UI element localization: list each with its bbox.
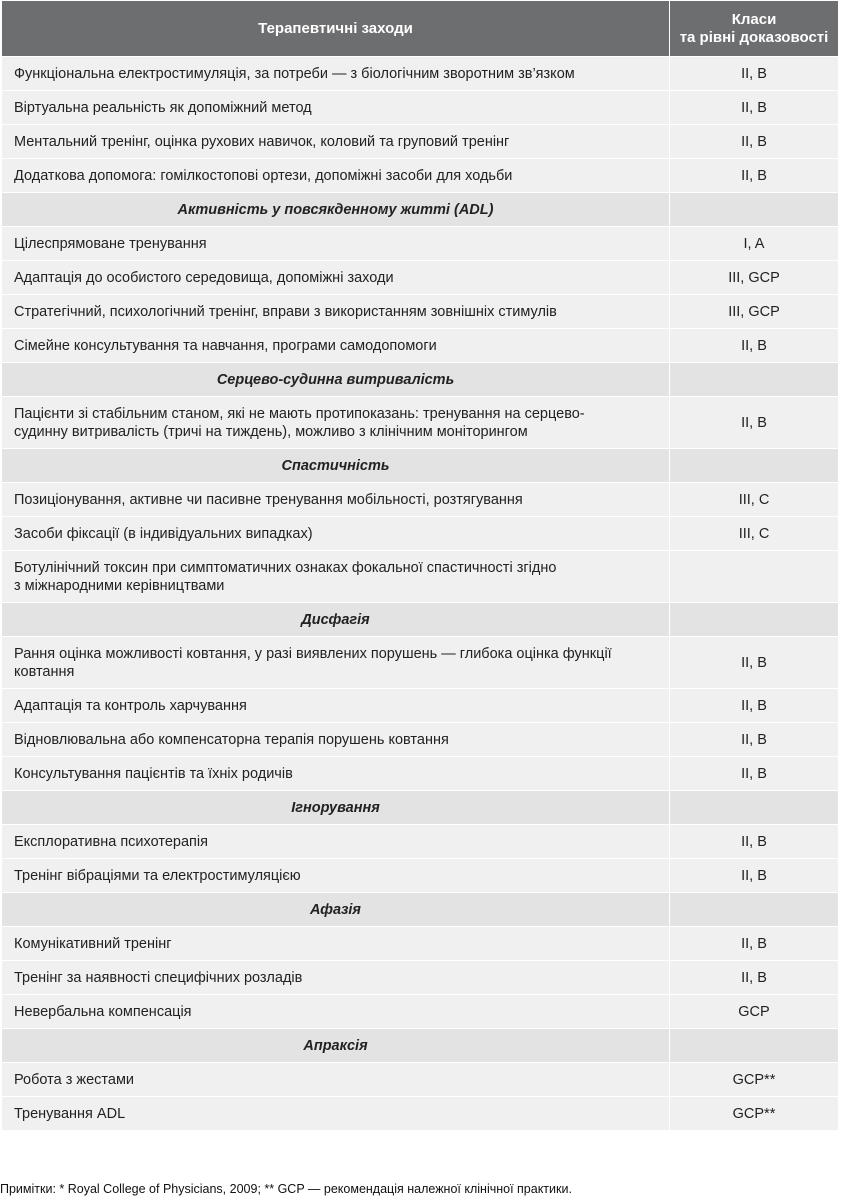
- grade-cell: GCP**: [670, 1097, 839, 1131]
- header-evidence-line2: та рівні доказовості: [679, 28, 829, 46]
- grade-cell-empty: [670, 1029, 839, 1063]
- table-row: [2, 961, 839, 995]
- grade-cell: III, C: [670, 517, 839, 551]
- measure-cell: Функціональна електростимуляція, за потреби — з біологічним зворотним зв’язком: [2, 57, 670, 91]
- header-evidence: [670, 1, 839, 57]
- section-row-adl: [2, 193, 839, 227]
- measure-cell: Стратегічний, психологічний тренінг, вправи з використанням зовнішніх стимулів: [2, 295, 670, 329]
- measure-line: Рання оцінка можливості ковтання, у разі виявлених порушень — глибока оцінка функції: [14, 645, 612, 662]
- table-row: [2, 57, 839, 91]
- section-title: Апраксія: [2, 1029, 670, 1063]
- table-row: [2, 483, 839, 517]
- measure-cell: Консультування пацієнтів та їхніх родичів: [2, 757, 670, 791]
- measure-cell: Засоби фіксації (в індивідуальних випадках): [2, 517, 670, 551]
- table-header-row: [2, 1, 839, 57]
- grade-cell: II, B: [670, 757, 839, 791]
- table-row: [2, 1063, 839, 1097]
- grade-cell-empty: [670, 193, 839, 227]
- measure-cell: Адаптація та контроль харчування: [2, 689, 670, 723]
- grade-cell: II, B: [670, 125, 839, 159]
- grade-cell: III, C: [670, 483, 839, 517]
- measure-cell: Невербальна компенсація: [2, 995, 670, 1029]
- measure-cell: Тренінг за наявності специфічних розладів: [2, 961, 670, 995]
- grade-cell-empty: [670, 791, 839, 825]
- measure-cell: Віртуальна реальність як допоміжний метод: [2, 91, 670, 125]
- grade-cell: II, B: [670, 961, 839, 995]
- grade-cell-empty: [670, 603, 839, 637]
- measure-cell: Цілеспрямоване тренування: [2, 227, 670, 261]
- section-title: Спастичність: [2, 449, 670, 483]
- section-title: Дисфагія: [2, 603, 670, 637]
- grade-cell-empty: [670, 449, 839, 483]
- grade-cell: III, GCP: [670, 295, 839, 329]
- footnote: Примітки: * Royal College of Physicians, 2009; ** GCP — рекомендація належної клінічної практики.: [0, 1182, 572, 1196]
- measure-cell: Експлоративна психотерапія: [2, 825, 670, 859]
- measure-cell: Відновлювальна або компенсаторна терапія порушень ковтання: [2, 723, 670, 757]
- measure-cell: Тренування ADL: [2, 1097, 670, 1131]
- table-row: [2, 91, 839, 125]
- section-title: Ігнорування: [2, 791, 670, 825]
- table-row: [2, 637, 839, 689]
- section-row-spasticity: [2, 449, 839, 483]
- table-row: [2, 125, 839, 159]
- measure-cell: [2, 551, 670, 603]
- table-row: [2, 517, 839, 551]
- grade-cell: II, B: [670, 637, 839, 689]
- measure-line: ковтання: [14, 663, 75, 680]
- table-row: [2, 227, 839, 261]
- evidence-table-container: [1, 0, 838, 1131]
- measure-cell: Позиціонування, активне чи пасивне тренування мобільності, розтягування: [2, 483, 670, 517]
- grade-cell: III, GCP: [670, 261, 839, 295]
- table-row: [2, 1097, 839, 1131]
- grade-cell: II, B: [670, 397, 839, 449]
- table-row: [2, 159, 839, 193]
- table-row: [2, 859, 839, 893]
- measure-cell: Ментальний тренінг, оцінка рухових навичок, коловий та груповий тренінг: [2, 125, 670, 159]
- grade-cell: II, B: [670, 723, 839, 757]
- table-row: [2, 261, 839, 295]
- table-row: [2, 689, 839, 723]
- grade-cell: [670, 551, 839, 603]
- section-title: Афазія: [2, 893, 670, 927]
- measure-cell: Робота з жестами: [2, 1063, 670, 1097]
- section-row-aphasia: [2, 893, 839, 927]
- section-title: Серцево-судинна витривалість: [2, 363, 670, 397]
- table-row: [2, 825, 839, 859]
- grade-cell: GCP: [670, 995, 839, 1029]
- section-title: Активність у повсякденному житті (ADL): [2, 193, 670, 227]
- measure-cell: Адаптація до особистого середовища, допоміжні заходи: [2, 261, 670, 295]
- table-row: [2, 295, 839, 329]
- grade-cell: II, B: [670, 689, 839, 723]
- grade-cell-empty: [670, 363, 839, 397]
- table-row: [2, 551, 839, 603]
- table-row: [2, 397, 839, 449]
- measure-cell: Додаткова допомога: гомілкостопові ортези, допоміжні засоби для ходьби: [2, 159, 670, 193]
- measure-cell: Комунікативний тренінг: [2, 927, 670, 961]
- table-row: [2, 927, 839, 961]
- header-measures: Терапевтичні заходи: [2, 1, 670, 57]
- grade-cell: II, B: [670, 927, 839, 961]
- grade-cell: GCP**: [670, 1063, 839, 1097]
- table-row: [2, 723, 839, 757]
- measure-line: Пацієнти зі стабільним станом, які не мають протипоказань: тренування на серцево-: [14, 405, 585, 422]
- table-row: [2, 995, 839, 1029]
- measure-line: з міжнародними керівництвами: [14, 577, 225, 594]
- measure-cell: Сімейне консультування та навчання, програми самодопомоги: [2, 329, 670, 363]
- grade-cell: II, B: [670, 57, 839, 91]
- grade-cell: II, B: [670, 159, 839, 193]
- grade-cell: II, B: [670, 91, 839, 125]
- grade-cell: II, B: [670, 825, 839, 859]
- header-evidence-line1: Класи: [731, 10, 777, 28]
- measure-cell: [2, 637, 670, 689]
- table-row: [2, 757, 839, 791]
- section-row-dysphagia: [2, 603, 839, 637]
- measure-line: Ботулінічний токсин при симптоматичних ознаках фокальної спастичності згідно: [14, 559, 557, 576]
- evidence-table: [1, 0, 839, 1131]
- section-row-apraxia: [2, 1029, 839, 1063]
- grade-cell: II, B: [670, 329, 839, 363]
- grade-cell: II, B: [670, 859, 839, 893]
- section-row-cardio: [2, 363, 839, 397]
- measure-line: судинну витривалість (тричі на тиждень), можливо з клінічним моніторингом: [14, 423, 528, 440]
- grade-cell: I, A: [670, 227, 839, 261]
- table-row: [2, 329, 839, 363]
- section-row-neglect: [2, 791, 839, 825]
- measure-cell: [2, 397, 670, 449]
- grade-cell-empty: [670, 893, 839, 927]
- measure-cell: Тренінг вібраціями та електростимуляцією: [2, 859, 670, 893]
